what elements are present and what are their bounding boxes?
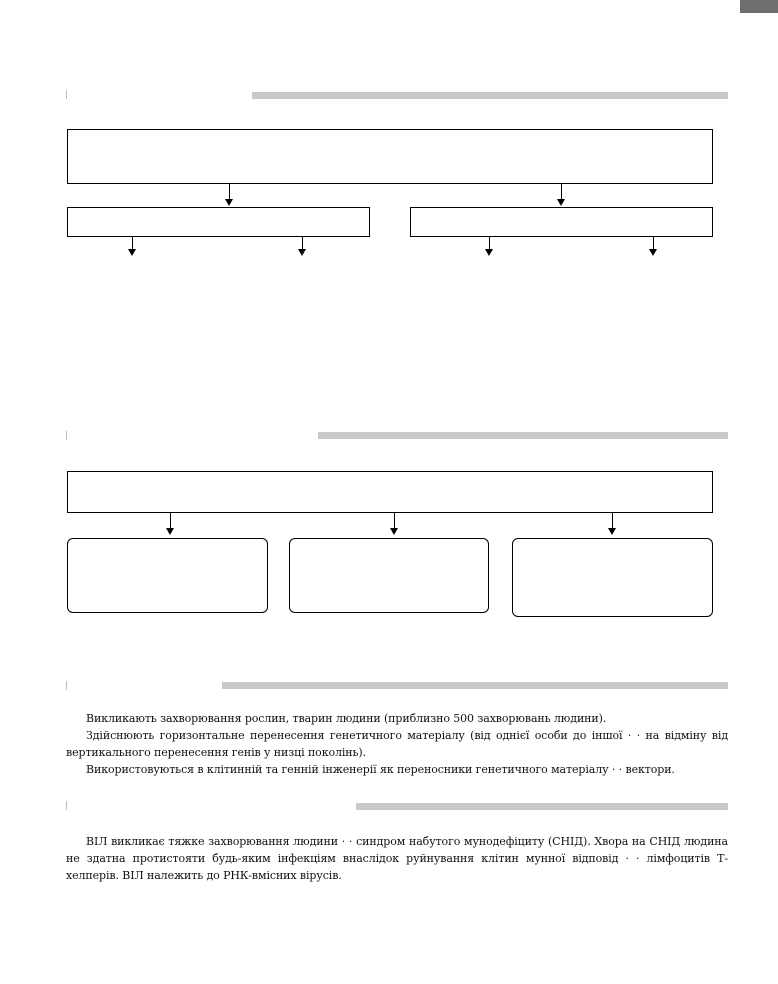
diagram-1-top-box — [67, 129, 713, 184]
section-4-text — [66, 833, 728, 884]
arrow-down-icon — [649, 249, 657, 256]
paragraph: Викликають захворювання рослин, тварин людини (приблизно 500 захворювань людини). — [86, 712, 607, 725]
section-3-marker — [66, 681, 67, 690]
arrow-down-icon — [608, 528, 616, 535]
diagram-2-box-right — [512, 538, 713, 617]
paragraph: Здійснюють горизонтальне перенесення генетичного матеріалу (від однієї особи до іншої · · на відміну від вертикального перенесення генів у низці поколінь). — [66, 729, 728, 759]
section-1-header-bar — [252, 92, 728, 99]
diagram-1-connector-left — [229, 184, 230, 200]
section-3-text — [66, 710, 728, 778]
section-4-header-bar — [356, 803, 728, 810]
paragraph: ВІЛ викликає тяжке захворювання людини · · синдром набутого мунодефіциту (СНІД). Хвора на СНІД людина не здатна протистояти будь-яким інфекціям внаслідок руйнування клітин мунної відповід · · лімфоцитів Т-хелперів. ВІЛ належить до РНК-вмісних вірусів. — [66, 835, 728, 882]
arrow-down-icon — [485, 249, 493, 256]
diagram-2-box-middle — [289, 538, 489, 613]
arrow-down-icon — [390, 528, 398, 535]
section-2-header-bar — [318, 432, 728, 439]
diagram-1-connector-right — [561, 184, 562, 200]
diagram-2-top-box — [67, 471, 713, 513]
arrow-down-icon — [128, 249, 136, 256]
paragraph: Використовуються в клітинній та генній інженерії як переносники генетичного матеріалу · · вектори. — [86, 763, 675, 776]
diagram-1-right-box — [410, 207, 713, 237]
page-corner-tab — [740, 0, 778, 13]
diagram-2-box-left — [67, 538, 268, 613]
diagram-1-left-box — [67, 207, 370, 237]
arrow-down-icon — [166, 528, 174, 535]
section-2-marker — [66, 431, 67, 440]
section-1-marker — [66, 90, 67, 99]
diagram-2-connector — [612, 513, 613, 528]
diagram-2-connector — [394, 513, 395, 528]
arrow-down-icon — [557, 199, 565, 206]
arrow-down-icon — [298, 249, 306, 256]
arrow-down-icon — [225, 199, 233, 206]
section-3-header-bar — [222, 682, 728, 689]
diagram-2-connector — [170, 513, 171, 528]
section-4-marker — [66, 801, 67, 810]
